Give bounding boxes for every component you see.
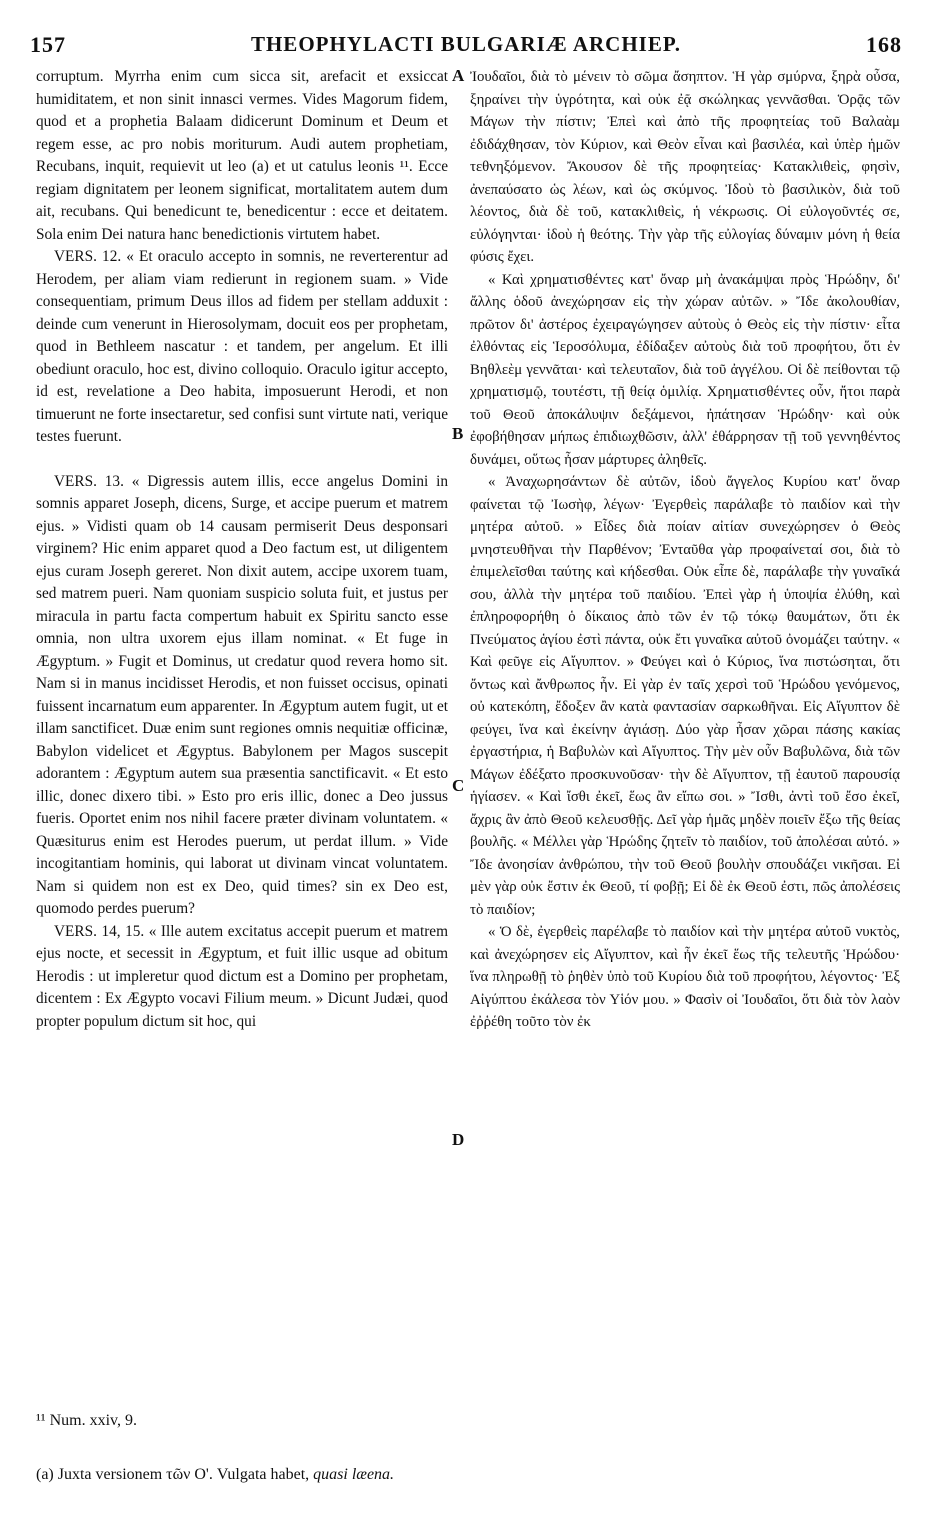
latin-paragraph-3: VERS. 13. « Digressis autem illis, ecce angelus Domini in somnis apparet Joseph, dicens, Surge, et accipe puerum et matrem ejus. » Vidisti quam ob 14 causam permiserit Deus desponsari virginem? Hic enim apparet quod a Deo factum est, ut diligentem ejus curam Joseph gereret. Non dixit autem, accipe uxorem tuam, sed matrem pueri. Nam quoniam suspicio soluta fuit, et justus per miracula in partu facta compertum habuit ex Spiritu sancto esse omnia, non ultra uxorem ejus illam nominat. « Et fuge in Ægyptum. » Fugit et Dominus, ut credatur quod revera homo sit. Nam si in manus incidisset Herodis, et non fuisset occisus, opinati fuissent incarnatum eum apparenter. In Ægyptum autem fugit, ut et illam sanctificet. Duæ enim sunt regiones omnis nequitiæ officinæ, Babylon videlicet et Ægyptus. Babylonem per Magos suscepit adorantem : Ægyptum autem sua præsentia sanctificavit. « Et esto illic, donec dixero tibi. » Esto pro eris illic, donec a Deo jussus fueris. Oportet enim nos nihil facere præter divinam voluntatem. « Quæsiturus enim est Herodes puerum, ut perdat illum. » Vide incogitantiam hominis, qui laborat ut divinam vincat voluntatem. Nam si quidem non est ex Deo, quid times? sin ex Deo est, quomodo perdes puerum? xyxy=(36,472,448,917)
margin-letter-b: B xyxy=(452,424,464,443)
right-page-number: 168 xyxy=(866,32,902,57)
greek-paragraph-3: « Ἀναχωρησάντων δὲ αὐτῶν, ἰδοὺ ἄγγελος Κυρίου κατ' ὄναρ φαίνεται τῷ Ἰωσὴφ, λέγων· Ἐγερθεὶς παράλαβε τὸ παιδίον καὶ τὴν μητέρα αὐτοῦ. » Εἶδες διὰ ποίαν αἰτίαν συνεχώρησεν ὁ Θεὸς μνηστευθῆναι τὴν Παρθένον; Ἐνταῦθα γὰρ προφαίνεταί σοι, διὰ τὸ ἐπιμελεῖσθαι ταύτης καὶ κήδεσθαι. Οὐκ εἶπε δὲ, παράλαβε τὴν γυναῖκά σου, ἀλλὰ τὴν μητέρα τοῦ παιδίου. Ἐπεὶ γὰρ ἡ ὑποψία ἐλύθη, καὶ ἐπληροφορήθη ὁ δίκαιος ἀπὸ τῶν ἐν τῷ τόκῳ θαυμάτων, ὅτι ἐκ Πνεύματος ἁγίου ἐστὶ πάντα, οὐκ ἔτι γυναῖκα αὐτοῦ ὀνομάζει ταύτην. « Καὶ φεῦγε εἰς Αἴγυπτον. » Φεύγει καὶ ὁ Κύριος, ἵνα πιστώσηται, ὅτι ὄντως καὶ ἄνθρωπος ἦν. Εἰ γὰρ ἐν ταῖς χερσὶ τοῦ Ἡρώδου γενόμενος, οὐ κατεκόπη, ἔδοξεν ἂν κατὰ φαντασίαν σαρκωθῆναι. Εἰς Αἴγυπτον δὲ φεύγει, ἵνα καὶ ἐκείνην ἁγιάσῃ. Δύο γὰρ ἦσαν χῶραι πάσης κακίας ἐργαστήρια, ἡ Βαβυλὼν καὶ Αἴγυπτος. Τὴν μὲν οὖν Βαβυλῶνα, διὰ τῶν Μάγων ἐδέξατο προσκυνοῦσαν· τὴν δὲ Αἴγυπτον, τῇ ἑαυτοῦ παρουσίᾳ ἡγίασεν. « Καὶ ἴσθι ἐκεῖ, ἕως ἂν εἴπω σοι. » Ἴσθι, ἀντὶ τοῦ ἔσο ἐκεῖ, ἄχρις ἂν ἀπὸ Θεοῦ κελευσθῇς. Δεῖ γὰρ ἡμᾶς μηδὲν ποιεῖν ἔξω τῆς θείας βουλῆς. « Μέλλει γὰρ Ἡρώδης ζητεῖν τὸ παιδίον, τοῦ ἀπολέσαι αὐτό. » Ἴδε ἀνοησίαν ἀνθρώπου, τὴν τοῦ Θεοῦ βουλὴν σπουδάζει νικῆσαι. Εἰ μὲν γὰρ οὐκ ἔστιν ἐκ Θεοῦ, τί φοβῇ; Εἰ δὲ ἐκ Θεοῦ ἐστι, πῶς ἀπολέσεις τὸ παιδίον; xyxy=(470,474,900,918)
page-header xyxy=(30,32,902,60)
latin-column xyxy=(36,66,448,1033)
greek-paragraph-1: Ἰουδαῖοι, διὰ τὸ μένειν τὸ σῶμα ἄσηπτον. Ἡ γὰρ σμύρνα, ξηρὰ οὖσα, ξηραίνει τὴν ὑγρότητα, καὶ οὐκ ἐᾷ σκώληκας γεννᾶσθαι. Ὁρᾷς τῶν Μάγων τὴν πίστιν; Ἐπεὶ καὶ ἀπὸ τῆς προφητείας τοῦ Βαλαὰμ ἐδιδάχθησαν, τὸν Κύριον, καὶ Θεὸν εἶναι καὶ βασιλέα, καὶ ὑπὲρ ἡμῶν τεθνηξόμενον. Ἄκουσον δὲ τῆς προφητείας· Κατακλιθεὶς, φησὶν, ἀνεπαύσατο ὡς λέων, καὶ ὡς σκύμνος. Ἰδοὺ τὸ βασιλικὸν, διὰ τοῦ λέοντος, διὰ δὲ τοῦ, κατακλιθεὶς, ἡ νέκρωσις. Οἱ εὐλογοῦντές σε, εὐλόγηνται· ἰδοὺ ἡ θεότης. Τὴν γὰρ τῆς εὐλογίας δύναμιν μόνη ἡ θεία φύσις ἔχει. xyxy=(470,69,900,265)
footnote-a-italic: quasi læena. xyxy=(313,1466,395,1483)
greek-column xyxy=(470,66,900,1034)
running-title: THEOPHYLACTI BULGARIÆ ARCHIEP. xyxy=(250,32,682,56)
footnote-a xyxy=(36,1466,394,1484)
margin-letter-d: D xyxy=(452,1130,465,1149)
margin-letter-c: C xyxy=(452,776,465,795)
greek-paragraph-2: « Καὶ χρηματισθέντες κατ' ὄναρ μὴ ἀνακάμψαι πρὸς Ἡρώδην, δι' ἄλλης ὁδοῦ ἀνεχώρησαν εἰς τὴν χώραν αὐτῶν. » Ἴδε ἀκολουθίαν, πρῶτον δι' ἀστέρος ἐχειραγώγησεν αὐτοὺς ὁ Θεὸς εἰς τὴν πίστιν· εἶτα ἐλθόντας εἰς Ἱεροσόλυμα, ἐδίδαξεν αὐτοὺς διὰ τοῦ προφήτου, ὅτι ἐν Βηθλεὲμ γεννᾶται· καὶ τελευταῖον, διὰ τοῦ ἀγγέλου. Οἱ δὲ πείθονται τῷ χρηματισμῷ, τουτέστι, τῇ θείᾳ ὁμιλίᾳ. Χρηματισθέντες οὖν, ἤτοι παρὰ τοῦ Θεοῦ ἀποκάλυψιν δεξάμενοι, ἠπάτησαν Ἡρώδην· καὶ οὐκ ἐφοβήθησαν μήπως ἐπιδιωχθῶσιν, ἀλλ' ἐθάρρησαν τῇ τοῦ γεννηθέντος δυνάμει, οὕτως ἦσαν μάρτυρες ἀληθεῖς. xyxy=(470,271,900,468)
footnote-reference: ¹¹ Num. xxiv, 9. xyxy=(36,1412,137,1429)
latin-paragraph-4: VERS. 14, 15. « Ille autem excitatus accepit puerum et matrem ejus nocte, et secessit in Ægyptum, et fuit illic usque ad obitum Herodis : ut impleretur quod dictum est a Domino per prophetam, dicentem : Ex Ægypto vocavi Filium meum. » Dicunt Judæi, quod propter populum dictum sit hoc, qui xyxy=(36,922,448,1030)
left-page-number: 157 xyxy=(30,32,66,57)
margin-letter-a: A xyxy=(452,66,465,85)
greek-paragraph-4: « Ὁ δὲ, ἐγερθεὶς παρέλαβε τὸ παιδίον καὶ τὴν μητέρα αὐτοῦ νυκτὸς, καὶ ἀνεχώρησεν εἰς Αἴγυπτον, καὶ ἦν ἐκεῖ ἕως τῆς τελευτῆς Ἡρώδου· ἵνα πληρωθῇ τὸ ῥηθὲν ὑπὸ τοῦ Κυρίου διὰ τοῦ προφήτου, λέγοντος· Ἐξ Αἰγύπτου ἐκάλεσα τὸν Υἱόν μου. » Φασὶν οἱ Ἰουδαῖοι, ὅτι διὰ τὸν λαὸν ἐῤῥέθη τοῦτο τὸν ἐκ xyxy=(470,924,900,1030)
latin-paragraph-1: corruptum. Myrrha enim cum sicca sit, arefacit et exsiccat humiditatem, et non sinit innasci vermes. Vides Magorum fidem, quod et a prophetia Balaam didicerunt Dominum et Deum et regem esse, ac pro nobis moriturum. Audi autem prophetiam, Recubans, inquit, requievit ut leo (a) et ut catulus leonis ¹¹. Ecce regiam dignitatem per leonem significat, mortalitatem autem dum ait, recubans. Qui benedicunt te, benedicentur : ecce et deitatem. Sola enim Dei natura hanc benedictionis virtutem habet. xyxy=(36,68,448,243)
latin-paragraph-2: VERS. 12. « Et oraculo accepto in somnis, ne reverterentur ad Herodem, per aliam viam redierunt in regionem suam. » Vide consequentiam, primum Deus illos ad fidem per stellam adduxit : deinde cum venerunt in Hierosolymam, docuit eos per prophetam, quod in Bethleem nascatur : et tandem, per angelum. Et illi obediunt oraculo, hoc est, divino colloquio. Oraculo igitur accepto, id est, revelatione a Deo habita, imposuerunt Herodi, et non timuerunt ne forte insectaretur, sed confisi sunt virtute nati, verique testes fuerunt. xyxy=(36,248,448,445)
footnote-a-text: (a) Juxta versionem τῶν Ο'. Vulgata habet, xyxy=(36,1466,314,1483)
